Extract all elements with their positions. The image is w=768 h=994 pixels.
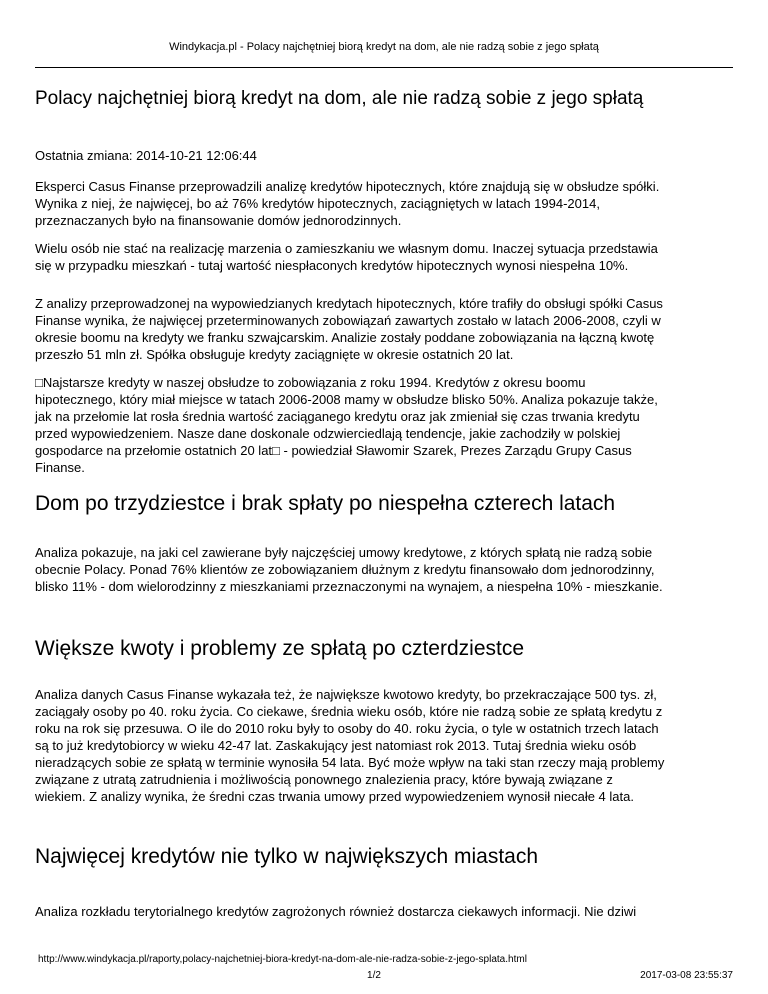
paragraph-line: jak na przełomie lat rosła średnia wartość zaciąganego kredytu oraz jak zmieniał się czas trwania kredytu: [35, 409, 640, 424]
paragraph-line: przeszło 51 mln zł. Spółka obsługuje kredyty zaciągnięte w okresie ostatnich 20 lat.: [35, 347, 514, 362]
paragraph-line: gospodarce na przełomie ostatnich 20 lat□ - powiedział Sławomir Szarek, Prezes Zarządu Grupy Casus: [35, 443, 632, 458]
paragraph-analysis: [35, 295, 735, 363]
paragraph-line: Analiza pokazuje, na jaki cel zawierane były najczęściej umowy kredytowe, z których spłatą nie radzą sobie: [35, 545, 653, 560]
last-modified: Ostatnia zmiana: 2014-10-21 12:06:44: [35, 148, 257, 163]
paragraph-line: wiekiem. Z analizy wynika, że średni czas trwania umowy przed wypowiedzeniem wynosił niecałe 4 lata.: [35, 789, 634, 804]
paragraph-quote: [35, 374, 735, 476]
paragraph-line: Wynika z niej, że najwięcej, bo aż 76% kredytów hipotecznych, zaciągniętych w latach 1994-2014,: [35, 196, 600, 211]
print-timestamp: 2017-03-08 23:55:37: [640, 970, 733, 981]
section-heading: Najwięcej kredytów nie tylko w największych miastach: [35, 845, 539, 868]
paragraph-line: zaciągały osoby po 40. roku życia. Co ciekawe, średnia wieku osób, które nie radzą sobie ze spłatą kredytu z: [35, 704, 663, 719]
paragraph-houses: [35, 240, 735, 274]
page-number: 1/2: [367, 970, 381, 981]
paragraph-line: Wielu osób nie stać na realizację marzenia o zamieszkaniu we własnym domu. Inaczej sytuacja przedstawia: [35, 241, 658, 256]
paragraph-age: [35, 686, 735, 805]
paragraph-line: okresie boomu na kredyty we franku szwajcarskim. Analizie zostały poddane zobowiązania na łączną kwotę: [35, 330, 655, 345]
paragraph-line: są to już kredytobiorcy w wieku 42-47 lat. Zaskakujący jest natomiast rok 2013. Tutaj średnia wieku osób: [35, 738, 637, 753]
footer-source-link[interactable]: http://www.windykacja.pl/raporty,polacy-najchetniej-biora-kredyt-na-dom-ale-nie-radza-sobie-z-jego-splata.html: [38, 954, 527, 965]
paragraph-line: związane z utratą zatrudnienia i możliwością ponownego znalezienia pracy, które bywają związane z: [35, 772, 613, 787]
paragraph-line: się w przypadku mieszkań - tutaj wartość niespłaconych kredytów hipotecznych wynosi niespełna 10%.: [35, 258, 629, 273]
paragraph-line: roku na rok się przesuwa. O ile do 2010 roku były to osoby do 40. roku życia, o tyle w ostatnich trzech latach: [35, 721, 659, 736]
paragraph-line: □Najstarsze kredyty w naszej obsłudze to zobowiązania z roku 1994. Kredytów z okresu boomu: [35, 375, 586, 390]
paragraph-territorial: [35, 903, 735, 920]
paragraph-line: blisko 11% - dom wielorodzinny z mieszkaniami przeznaczonymi na wynajem, a niespełna 10% - mieszkanie.: [35, 579, 663, 594]
paragraph-line: hipotecznego, który miał miejsce w tatach 2006-2008 mamy w obsłudze blisko 50%. Analiza pokazuje także,: [35, 392, 658, 407]
paragraph-line: Finanse wynika, że najwięcej przeterminowanych zobowiązań zawartych zostało w latach 2006-2008, czyli w: [35, 313, 661, 328]
paragraph-line: Analiza rozkładu terytorialnego kredytów zagrożonych również dostarcza ciekawych informacji. Nie dziwi: [35, 904, 637, 919]
article-title: Polacy najchętniej biorą kredyt na dom, ale nie radzą sobie z jego spłatą: [35, 88, 644, 109]
section-heading: Większe kwoty i problemy ze spłatą po czterdziestce: [35, 637, 525, 660]
paragraph-line: Analiza danych Casus Finanse wykazała też, że największe kwotowo kredyty, bo przekraczające 500 tys. zł,: [35, 687, 657, 702]
header-divider: [35, 67, 733, 68]
paragraph-line: Eksperci Casus Finanse przeprowadzili analizę kredytów hipotecznych, które znajdują się w obsłudze spółki.: [35, 179, 660, 194]
paragraph-line: przeznaczanych było na finansowanie domów jednorodzinnych.: [35, 213, 402, 228]
page-header: Windykacja.pl - Polacy najchętniej biorą kredyt na dom, ale nie radzą sobie z jego spłatą: [169, 41, 599, 53]
paragraph-purpose: [35, 544, 735, 595]
paragraph-line: Finanse.: [35, 460, 85, 475]
paragraph-line: Z analizy przeprowadzonej na wypowiedzianych kredytach hipotecznych, które trafiły do obsługi spółki Casus: [35, 296, 663, 311]
paragraph-line: przed wypowiedzeniem. Nasze dane doskonale odzwierciedlają tendencje, jakie zachodziły w polskiej: [35, 426, 621, 441]
section-heading: Dom po trzydziestce i brak spłaty po niespełna czterech latach: [35, 492, 616, 515]
paragraph-line: nieradzących sobie ze spłatą w terminie wynosiła 54 lata. Być może wpływ na taki stan rzeczy mają problemy: [35, 755, 665, 770]
paragraph-line: obecnie Polacy. Ponad 76% klientów ze zobowiązaniem dłużnym z kredytu finansowało dom jednorodzinny,: [35, 562, 655, 577]
paragraph-intro: [35, 178, 735, 229]
